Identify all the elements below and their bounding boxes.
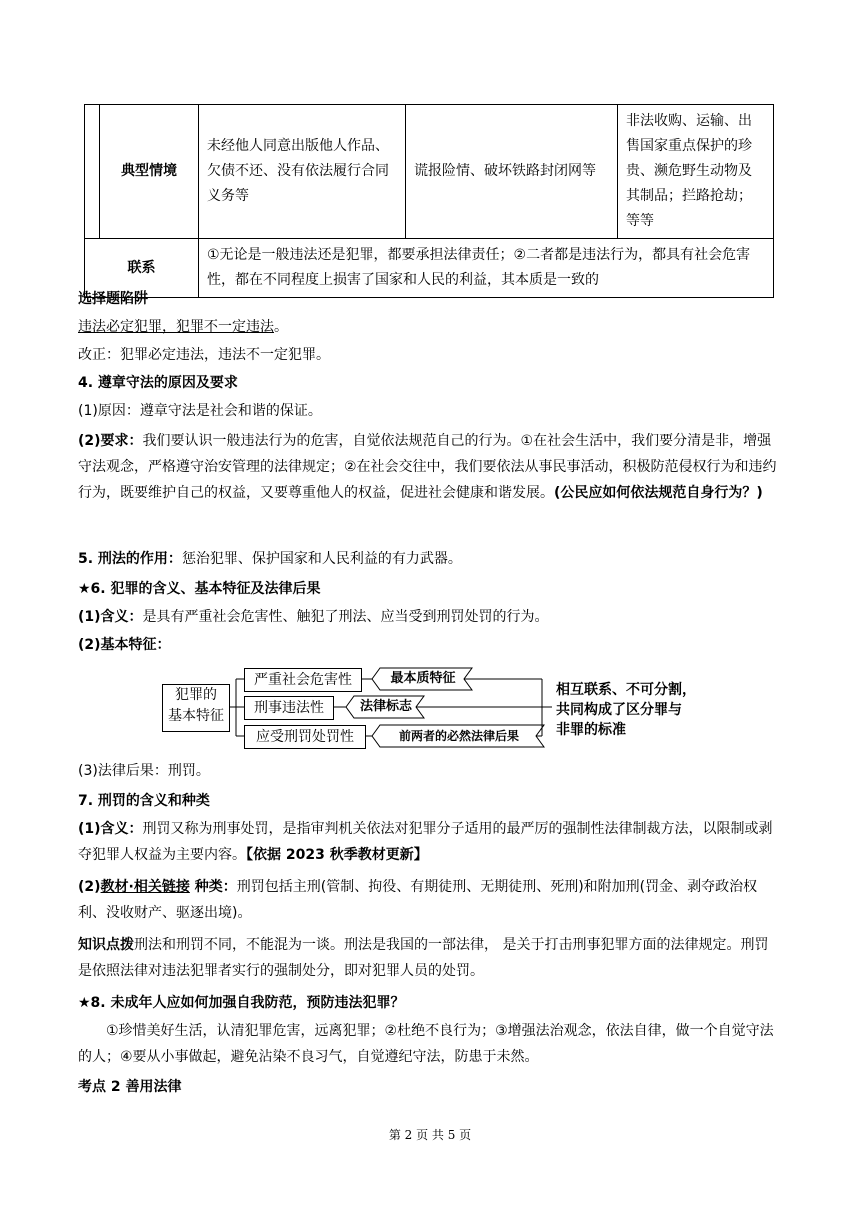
update-note: 【依据 2023 秋季教材更新】 (246, 847, 428, 863)
section-6-consequence: (3)法律后果：刑罚。 (78, 763, 210, 779)
tip-label: 知识点拨 (78, 937, 134, 953)
label: (1)含义： (78, 821, 143, 837)
table-cell: 未经他人同意出版他人作品、欠债不还、没有依法履行合同义务等 (199, 105, 406, 239)
trap-fix: 改正：犯罪必定违法，违法不一定犯罪。 (78, 347, 330, 363)
textbook-link: 教材·相关链接 (100, 879, 190, 895)
wrong-statement: 违法必定犯罪，犯罪不一定违法 (78, 319, 274, 335)
tag-essential: 最本质特征 (390, 671, 456, 686)
prefix: (2) (78, 879, 101, 895)
section-8-title: ★8. 未成年人应如何加强自我防范，预防违法犯罪？ (78, 995, 405, 1011)
section-7-meaning (78, 816, 778, 868)
table-cell: 非法收购、运输、出售国家重点保护的珍贵、濒危野生动物及其制品；拦路抢劫；等等 (618, 105, 774, 239)
feature-severe-harm: 严重社会危害性 (244, 668, 362, 692)
table-cell-blank (85, 105, 100, 239)
requirement-text: 我们要认识一般违法行为的危害，自觉依法规范自己的行为。①在社会生活中，我们要分清是非，增强守法观念，严格遵守治安管理的法律规定；②在社会交往中，我们要依法从事民事活动，积极防范侵权行为和违约行为，既要维护自己的权益，又要尊重他人的权益，促进社会健康和谐发展。 (78, 433, 777, 501)
section-5 (78, 548, 462, 570)
section-5-text: 惩治犯罪、保护国家和人民利益的有力武器。 (181, 551, 462, 567)
table-row (85, 105, 774, 239)
section-8-text: ①珍惜美好生活，认清犯罪危害，远离犯罪；②杜绝不良行为；③增强法治观念，依法自律，做一个自觉守法的人；④要从小事做起，避免沾染不良习气，自觉遵纪守法，防患于未然。 (78, 1023, 774, 1065)
label: (1)含义： (78, 609, 143, 625)
knowledge-tip (78, 932, 778, 984)
diagram-root-box (162, 684, 230, 732)
table-row (85, 239, 774, 298)
feature-punishable: 应受刑罚处罚性 (244, 725, 366, 749)
tag-legal-mark: 法律标志 (359, 699, 412, 714)
row-header-typical: 典型情境 (100, 105, 199, 239)
meaning-text: 是具有严重社会危害性、触犯了刑法、应当受到刑罚处罚的行为。 (142, 609, 549, 625)
section-7-types (78, 874, 778, 926)
topic-2-heading: 考点 2 善用法律 (78, 1079, 182, 1095)
table-cell: ①无论是一般违法还是犯罪，都要承担法律责任；②二者都是违法行为，都具有社会危害性，都在不同程度上损害了国家和人民的利益，其本质是一致的 (199, 239, 774, 298)
summary-line: 共同构成了区分罪与 (556, 702, 682, 718)
root-line: 基本特征 (168, 708, 224, 724)
table-cell: 谎报险情、破坏铁路封闭网等 (406, 105, 618, 239)
label: 5. 刑法的作用： (78, 551, 182, 567)
label: (2)要求： (78, 433, 143, 449)
punct: 。 (274, 319, 288, 335)
feature-criminal-illegality: 刑事违法性 (244, 696, 334, 720)
root-line: 犯罪的 (175, 687, 217, 703)
page-footer: 第 2 页 共 5 页 (388, 1128, 472, 1142)
section-7-title: 7. 刑罚的含义和种类 (78, 793, 210, 809)
types-text: 刑罚包括主刑(管制、拘役、有期徒刑、无期徒刑、死刑)和附加刑(罚金、剥夺政治权利、没收财产、驱逐出境)。 (78, 879, 758, 921)
diagram-summary (556, 680, 696, 740)
comparison-table (84, 104, 774, 298)
summary-line: 相互联系、不可分割， (556, 682, 696, 698)
section-6-features-label: (2)基本特征： (78, 637, 171, 653)
trap-title: 选择题陷阱 (78, 291, 148, 307)
row-header-relation: 联系 (85, 239, 199, 298)
tip-text: 刑法和刑罚不同，不能混为一谈。刑法是我国的一部法律， 是关于打击刑事犯罪方面的法律规定。刑罚是依照法律对违法犯罪者实行的强制处分，即对犯罪人员的处罚。 (78, 937, 769, 979)
crime-features-diagram (160, 664, 720, 754)
trap-wrong (78, 316, 288, 338)
section-4-requirement (78, 428, 778, 506)
section-6-meaning (78, 606, 549, 628)
tag-consequence: 前两者的必然法律后果 (398, 729, 519, 743)
label: 种类： (189, 879, 237, 895)
meaning-text: 刑罚又称为刑事处罚，是指审判机关依法对犯罪分子适用的最严厉的强制性法律制裁方法，以限制或剥夺犯罪人权益为主要内容。 (78, 821, 773, 863)
section-6-title: ★6. 犯罪的含义、基本特征及法律后果 (78, 581, 321, 597)
section-4-title: 4. 遵章守法的原因及要求 (78, 375, 238, 391)
summary-line: 非罪的标准 (556, 722, 626, 738)
section-4-reason: (1)原因：遵章守法是社会和谐的保证。 (78, 403, 322, 419)
question-note: (公民应如何依法规范自身行为？) (554, 485, 763, 501)
